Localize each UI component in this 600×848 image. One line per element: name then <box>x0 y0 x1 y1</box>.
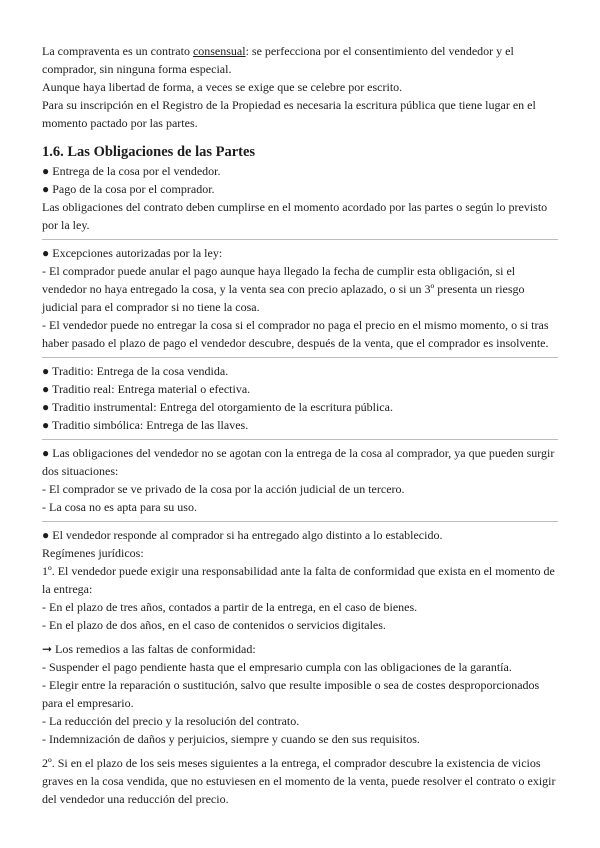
exception-item: - El vendedor puede no entregar la cosa si el comprador no paga el precio en el mismo momento, o si tras haber pasado el plazo de pago el vendedor descubre, después de la venta, que el comprador es insolvente. <box>42 318 549 350</box>
traditio-item: ● Traditio instrumental: Entrega del otorgamiento de la escritura pública. <box>42 400 393 414</box>
regime-1-item: - En el plazo de dos años, en el caso de contenidos o servicios digitales. <box>42 618 386 632</box>
situation-item: - La cosa no es apta para su uso. <box>42 500 197 514</box>
obligations-paragraph: Las obligaciones del contrato deben cumplirse en el momento acordado por las partes o según lo previsto por la ley. <box>42 200 548 232</box>
intro-paragraph-3: Para su inscripción en el Registro de la Propiedad es necesaria la escritura pública que tiene lugar en el momento pactado por las partes. <box>42 98 536 130</box>
seller-obligations-heading: ● Las obligaciones del vendedor no se agotan con la entrega de la cosa al comprador, ya que pueden surgir dos situaciones: <box>42 446 555 478</box>
traditio-item: ● Traditio: Entrega de la cosa vendida. <box>42 364 229 378</box>
regime-2: 2º. Si en el plazo de los seis meses siguientes a la entrega, el comprador descubre la existencia de vicios graves en la cosa vendida, que no estuviesen en el momento de la venta, puede resolver el contrato o exigir del vendedor una reducción del precio. <box>42 756 556 806</box>
document-content <box>42 42 558 808</box>
remedy-item: - Elegir entre la reparación o sustitución, salvo que resulte imposible o sea de costes desproporcionados para el empresario. <box>42 678 540 710</box>
liability-heading: ● El vendedor responde al comprador si ha entregado algo distinto a lo establecido. <box>42 528 443 542</box>
underlined-term: consensual <box>192 44 246 58</box>
bullet-entrega: ● Entrega de la cosa por el vendedor. <box>42 164 221 178</box>
remedy-item: - Suspender el pago pendiente hasta que el empresario cumpla con las obligaciones de la garantía. <box>42 660 512 674</box>
remedy-item: - Indemnización de daños y perjuicios, siempre y cuando se den sus requisitos. <box>42 732 420 746</box>
section-heading: 1.6. Las Obligaciones de las Partes <box>42 144 256 160</box>
bullet-pago: ● Pago de la cosa por el comprador. <box>42 182 215 196</box>
intro-text-cont: : se perfecciona por el consentimiento del vendedor y el comprador, sin ninguna forma especial. <box>42 44 514 76</box>
regime-1-item: - En el plazo de tres años, contados a partir de la entrega, en el caso de bienes. <box>42 600 418 614</box>
intro-paragraph-2: Aunque haya libertad de forma, a veces se exige que se celebre por escrito. <box>42 80 403 94</box>
traditio-item: ● Traditio simbólica: Entrega de las llaves. <box>42 418 249 432</box>
remedies-heading: ➞ Los remedios a las faltas de conformidad: <box>42 642 256 656</box>
divider <box>42 439 558 440</box>
situation-item: - El comprador se ve privado de la cosa por la acción judicial de un tercero. <box>42 482 405 496</box>
remedy-item: - La reducción del precio y la resolución del contrato. <box>42 714 300 728</box>
divider <box>42 239 558 240</box>
intro-paragraph-1 <box>42 42 558 78</box>
intro-text: La compraventa es un contrato <box>42 44 193 58</box>
divider <box>42 357 558 358</box>
traditio-item: ● Traditio real: Entrega material o efectiva. <box>42 382 251 396</box>
regimes-label: Regímenes jurídicos: <box>42 546 144 560</box>
exceptions-heading: ● Excepciones autorizadas por la ley: <box>42 246 223 260</box>
exception-item: - El comprador puede anular el pago aunque haya llegado la fecha de cumplir esta obligación, si el vendedor no haya entregado la cosa, y la venta sea con precio aplazado, o si un 3º presenta un riesgo judicial para el comprador si no tiene la cosa. <box>42 264 525 314</box>
regime-1: 1º. El vendedor puede exigir una responsabilidad ante la falta de conformidad que exista en el momento de la entrega: <box>42 564 555 596</box>
divider <box>42 521 558 522</box>
